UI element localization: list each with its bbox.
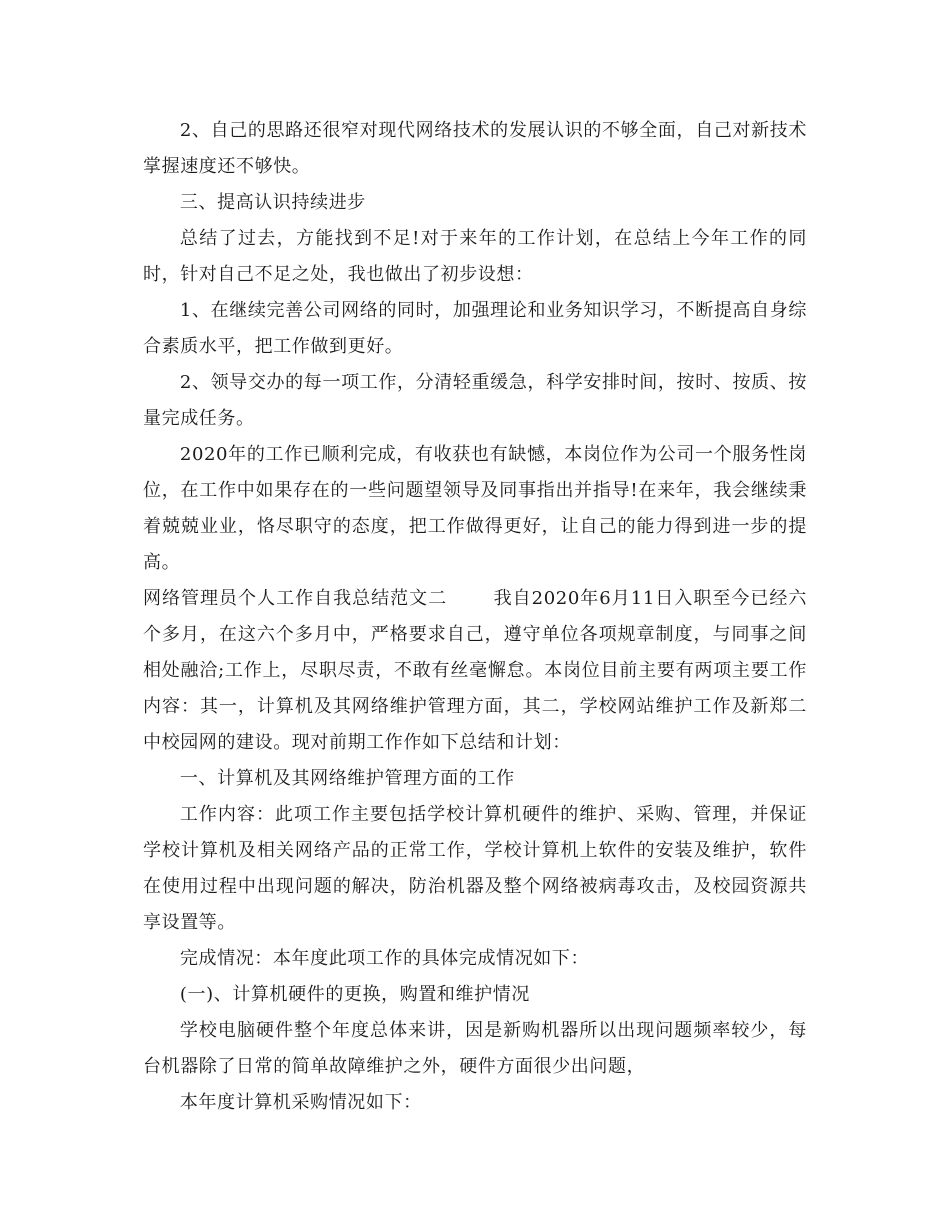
paragraph-completion-status: 完成情况：本年度此项工作的具体完成情况如下： (179, 948, 590, 969)
heading-hardware-replacement: (一)、计算机硬件的更换，购置和维护情况 (179, 984, 530, 1005)
paragraph-conclusion: 2020年的工作已顺利完成，有收获也有缺憾，本岗位作为公司一个服务性岗位，在工作中如果存在的一些问题望领导及同事指出并指导!在来年，我会继续秉着兢兢业业，恪尽职守的态度，把工作做得更好，让自己的能力得到进一步的提高。 (143, 444, 807, 573)
paragraph-purchase-status: 本年度计算机采购情况如下： (179, 1092, 422, 1113)
section-intro: 我自2020年6月11日入职至今已经六个多月，在这六个多月中，严格要求自己，遵守单位各项规章制度，与同事之间相处融洽;工作上，尽职尽责，不敢有丝毫懈怠。本岗位目前主要有两项主要工作内容：其一，计算机及其网络维护管理方面，其二，学校网站维护工作及新郑二中校园网的建设。现对前期工作作如下总结和计划： (143, 588, 807, 753)
paragraph-plan-1: 1、在继续完善公司网络的同时，加强理论和业务知识学习，不断提高自身综合素质水平，把工作做到更好。 (143, 300, 807, 357)
paragraph-plan-intro: 总结了过去，方能找到不足!对于来年的工作计划，在总结上今年工作的同时，针对自己不足之处，我也做出了初步设想： (143, 228, 807, 285)
paragraph-hardware-overview: 学校电脑硬件整个年度总体来讲，因是新购机器所以出现问题频率较少，每台机器除了日常的简单故障维护之外，硬件方面很少出问题， (143, 1020, 807, 1077)
paragraph-shortcoming-2: 2、自己的思路还很窄对现代网络技术的发展认识的不够全面，自己对新技术掌握速度还不够快。 (143, 120, 807, 177)
document-body (143, 113, 807, 1121)
heading-computer-network-maintenance: 一、计算机及其网络维护管理方面的工作 (179, 768, 515, 789)
paragraph-plan-2: 2、领导交办的每一项工作，分清轻重缓急，科学安排时间，按时、按质、按量完成任务。 (143, 372, 807, 429)
paragraph-work-content: 工作内容：此项工作主要包括学校计算机硬件的维护、采购、管理，并保证学校计算机及相关网络产品的正常工作，学校计算机上软件的安装及维护，软件在使用过程中出现问题的解决，防治机器及整个网络被病毒攻击，及校园资源共享设置等。 (143, 804, 807, 933)
section-title: 网络管理员个人工作自我总结范文二 (143, 588, 448, 609)
paragraph-section-two (143, 581, 807, 761)
heading-section-three: 三、提高认识持续进步 (179, 192, 366, 213)
